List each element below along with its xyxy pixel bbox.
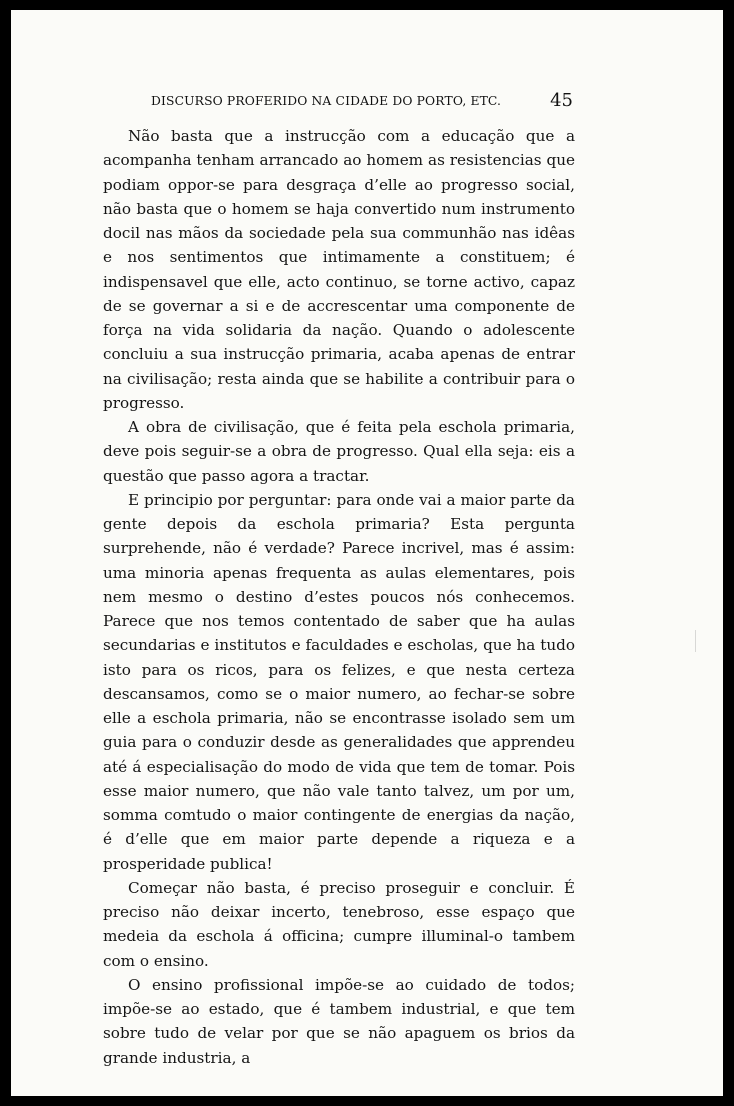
paragraph: E principio por perguntar: para onde vai a maior parte da gente depois da eschola primaria? Esta pergunta surprehende, não é verdade? Parece incrivel, mas é assim: uma minoria apenas frequenta as aulas elementares, pois nem mesmo o destino d’estes poucos nós conhecemos. Parece que nos temos contentado de saber que ha aulas secundarias e institutos e faculdades e escholas, que ha tudo isto para os ricos, para os felizes, e que nesta certeza descansamos, como se o maior numero, ao fechar-se sobre elle a eschola primaria, não se encontrasse isolado sem um guia para o conduzir desde as generalidades que apprendeu até á especialisação do modo de vida que tem de tomar. Pois esse maior numero, que não vale tanto talvez, um por um, somma comtudo o maior contingente de energias da nação, é d’elle que em maior parte depende a riqueza e a prosperidade publica! <box>103 490 575 873</box>
book-page <box>11 10 723 1096</box>
paragraph: O ensino profissional impõe-se ao cuidado de todos; impõe-se ao estado, que é tambem industrial, e que tem sobre tudo de velar por que se não apaguem os brios da grande industria, a <box>103 975 575 1067</box>
body-text <box>103 124 575 1067</box>
paragraph: A obra de civilisação, que é feita pela eschola primaria, deve pois seguir-se a obra de progresso. Qual ella seja: eis a questão que passo agora a tractar. <box>103 418 575 485</box>
running-head <box>151 90 581 114</box>
running-title: DISCURSO PROFERIDO NA CIDADE DO PORTO, ETC. <box>151 94 502 108</box>
margin-mark <box>695 630 696 652</box>
page-number: 45 <box>550 90 573 111</box>
paragraph: Começar não basta, é preciso proseguir e concluir. É preciso não deixar incerto, tenebroso, esse espaço que medeia da eschola á officina; cumpre illuminal-o tambem com o ensino. <box>103 878 575 970</box>
paragraph: Não basta que a instrucção com a educação que a acompanha tenham arrancado ao homem as resistencias que podiam oppor-se para desgraça d’elle ao progresso social, não basta que o homem se haja convertido num instrumento docil nas mãos da sociedade pela sua communhão nas idêas e nos sentimentos que intimamente a constituem; é indispensavel que elle, acto continuo, se torne activo, capaz de se governar a si e de accrescentar uma componente de força na vida solidaria da nação. Quando o adolescente concluiu a sua instrucção primaria, acaba apenas de entrar na civilisação; resta ainda que se habilite a contribuir para o progresso. <box>103 127 575 412</box>
